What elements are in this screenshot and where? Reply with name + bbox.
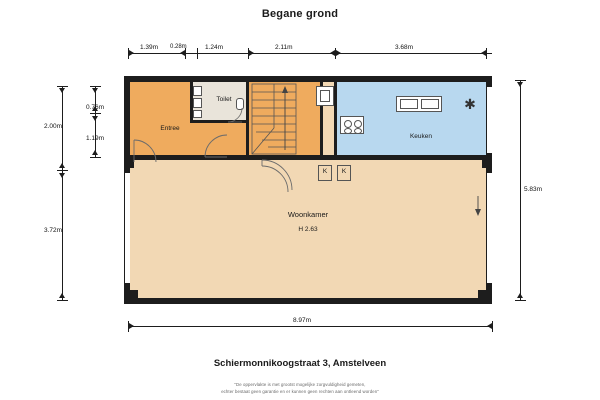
- window-kitchen-right: [487, 86, 492, 154]
- pier-front-right: [478, 290, 492, 304]
- wall-kitchen-west: [334, 82, 337, 158]
- dim-bottom-tick-1: [492, 321, 493, 332]
- dim-top-tick-5: [486, 48, 487, 59]
- dim-bottom-label: 8.97m: [293, 317, 312, 324]
- dim-left-outer-line: [62, 86, 63, 300]
- pier-front-left: [124, 290, 138, 304]
- dim-left-inner-arrow-3: [92, 150, 98, 155]
- wall-entree-south: [130, 155, 322, 160]
- dim-top-label-3: 2.11m: [275, 44, 293, 51]
- room-label-toilet: Toilet: [216, 96, 232, 103]
- room-label-woonkamer: Woonkamer: [287, 210, 329, 219]
- star-icon: ✱: [464, 96, 476, 112]
- counter-basin-2: [421, 99, 439, 109]
- dim-top-arrow-3l: [330, 50, 335, 56]
- dim-top-tick-2: [197, 48, 198, 59]
- meter-box-2: [193, 98, 202, 108]
- dim-left-outer-label-0: 2.00m: [44, 123, 63, 130]
- dim-bottom-arrow-l: [129, 323, 134, 329]
- dim-bottom-arrow-r: [487, 323, 492, 329]
- dim-right-tick-1: [515, 300, 526, 301]
- wall-kitchen-south: [322, 155, 486, 160]
- dim-top-label-2: 1.24m: [205, 44, 224, 51]
- pier-side-left: [124, 158, 134, 168]
- dim-left-inner-label-1: 1.19m: [86, 135, 105, 142]
- dim-left-outer-tick-2: [57, 300, 68, 301]
- burner-4: [354, 128, 362, 134]
- dim-left-outer-arrow-3: [59, 293, 65, 298]
- kast-left-label: K: [322, 168, 328, 175]
- dim-top-arrow-3r: [249, 50, 254, 56]
- disclaimer-line-1: "De oppervlakte is met grootst mogelijke zorgvuldigheid gemeten,: [234, 382, 366, 387]
- dim-left-inner-arrow-0: [92, 88, 98, 93]
- sink-basin: [320, 90, 330, 102]
- dim-top-arrow-1l: [180, 50, 185, 56]
- dim-left-outer-tick-0: [57, 86, 68, 87]
- window-left: [125, 172, 130, 284]
- dim-left-outer-label-1: 3.72m: [44, 227, 63, 234]
- address-caption: Schiermonnikoogstraat 3, Amstelveen: [213, 358, 387, 369]
- dim-left-inner-label-0: 0.76m: [86, 104, 105, 111]
- burner-2: [354, 120, 362, 128]
- pier-side-right: [482, 158, 492, 168]
- dim-right-line: [520, 80, 521, 300]
- dim-left-inner-arrow-2: [92, 116, 98, 121]
- dim-top-arrow-0r: [129, 50, 134, 56]
- dim-left-outer-arrow-1: [59, 163, 65, 168]
- dim-left-outer-arrow-2: [59, 173, 65, 178]
- room-label-entree: Entree: [160, 125, 180, 132]
- dim-left-inner-tick-0: [90, 86, 101, 87]
- kast-right-label: K: [341, 168, 347, 175]
- room-label-keuken: Keuken: [409, 133, 433, 140]
- burner-1: [344, 120, 352, 128]
- dim-bottom-line: [128, 326, 492, 327]
- room-hall: [248, 82, 322, 158]
- counter-basin-1: [400, 99, 418, 109]
- dim-left-inner-tick-2: [90, 157, 101, 158]
- meter-box-1: [193, 86, 202, 96]
- dim-top-arrow-4l: [481, 50, 486, 56]
- dim-top-label-0: 1.39m: [140, 44, 159, 51]
- dim-top-label-1: 0.28m: [170, 44, 187, 50]
- dim-right-tick-0: [515, 80, 526, 81]
- dim-top-arrow-4r: [336, 50, 341, 56]
- dim-left-inner-line: [95, 86, 96, 158]
- page-title: Begane grond: [261, 8, 339, 20]
- room-height-woonkamer: H 2.63: [298, 226, 318, 233]
- dim-right-arrow-bottom: [517, 293, 523, 298]
- dim-right-arrow-top: [517, 82, 523, 87]
- disclaimer-line-2: echter bestaat geen garantie en er kunnen geen rechten aan ontleend worden": [221, 389, 379, 394]
- dim-right-label: 5.83m: [524, 186, 543, 193]
- window-right: [487, 172, 492, 284]
- dim-left-inner-tick-1: [90, 113, 101, 114]
- meter-box-3: [193, 110, 202, 118]
- dim-top-label-4: 3.68m: [395, 44, 414, 51]
- dim-left-outer-tick-1: [57, 170, 68, 171]
- burner-3: [344, 128, 352, 134]
- dim-left-outer-arrow-0: [59, 88, 65, 93]
- wall-toilet-south: [190, 120, 249, 123]
